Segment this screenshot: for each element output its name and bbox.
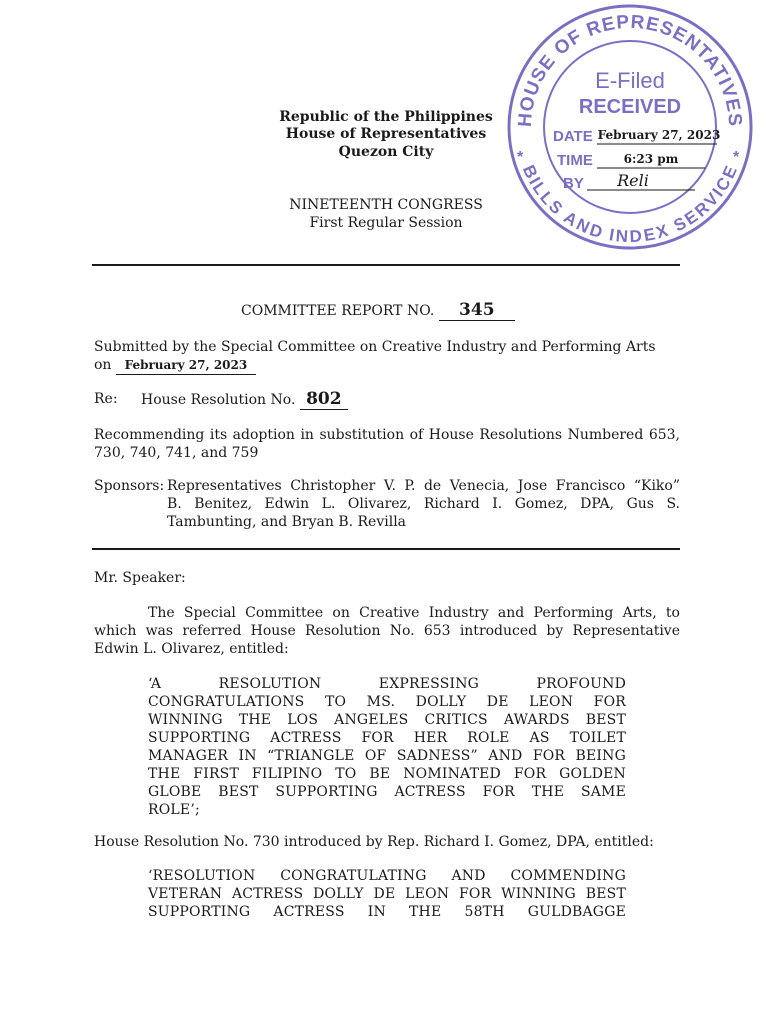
sponsors-line-1: Representatives Christopher V. P. de Venecia, Jose Francisco “Kiko” — [167, 478, 680, 494]
quote1-line: ROLE’; — [148, 802, 200, 818]
house-resolution-number: 802 — [300, 390, 348, 410]
submitted-date: February 27, 2023 — [116, 356, 256, 375]
top-divider — [92, 264, 680, 266]
quote1-line: MANAGER IN “TRIANGLE OF SADNESS” AND FOR BEING — [148, 748, 626, 764]
committee-report-number: 345 — [439, 301, 515, 321]
stamp-graphic — [505, 2, 755, 252]
salutation: Mr. Speaker: — [94, 570, 186, 586]
quote2-line: ‘RESOLUTION CONGRATULATING AND COMMENDING — [148, 868, 626, 884]
re-text: House Resolution No. — [141, 392, 296, 408]
re-line — [141, 390, 441, 410]
stamp-time-value: 6:23 pm — [623, 152, 679, 166]
stamp-star-left: * — [517, 149, 524, 166]
recommending-text: Recommending its adoption in substitution of House Resolutions Numbered 653, 730, 740, 741, and 759 — [94, 427, 680, 461]
received-stamp — [505, 2, 755, 252]
quote1-line: WINNING THE LOS ANGELES CRITICS AWARDS BEST — [148, 712, 626, 728]
header-republic: Republic of the Philippines — [279, 109, 493, 125]
submitted-on-line — [94, 356, 394, 375]
committee-report-label: COMMITTEE REPORT NO. — [241, 303, 435, 319]
committee-report-line — [241, 301, 541, 321]
stamp-date-value: February 27, 2023 — [597, 128, 721, 142]
sponsors-label: Sponsors: — [94, 478, 165, 494]
stamp-efiled: E-Filed — [595, 68, 665, 93]
bottom-divider — [92, 548, 680, 550]
stamp-time-label: TIME — [557, 152, 593, 169]
quote1-line: ‘A RESOLUTION EXPRESSING PROFOUND — [148, 676, 626, 692]
quote1-line: CONGRATULATIONS TO MS. DOLLY DE LEON FOR — [148, 694, 626, 710]
quote2-line: SUPPORTING ACTRESS IN THE 58TH GULDBAGGE — [148, 904, 626, 920]
stamp-signature: Reli — [617, 171, 649, 190]
submitted-by-text: Submitted by the Special Committee on Creative Industry and Performing Arts — [94, 339, 656, 355]
stamp-by-label: BY — [563, 175, 584, 192]
submitted-on-label: on — [94, 357, 112, 373]
quote2-line: VETERAN ACTRESS DOLLY DE LEON FOR WINNING BEST — [148, 886, 626, 902]
para2: House Resolution No. 730 introduced by Rep. Richard I. Gomez, DPA, entitled: — [94, 834, 654, 850]
stamp-date-label: DATE — [553, 128, 593, 145]
header-house: House of Representatives — [285, 126, 487, 142]
sponsors-line-2: B. Benitez, Edwin L. Olivarez, Richard I. Gomez, DPA, Gus S. — [167, 496, 680, 512]
header-session: First Regular Session — [309, 215, 463, 231]
stamp-ring-top: HOUSE OF REPRESENTATIVES — [514, 11, 746, 128]
quote-2 — [148, 867, 626, 921]
re-label: Re: — [94, 391, 118, 407]
quote1-line: SUPPORTING ACTRESS FOR HER ROLE AS TOILET — [148, 730, 626, 746]
para1-line-1: The Special Committee on Creative Industry and Performing Arts, to — [148, 605, 680, 621]
stamp-outer-ring — [509, 6, 751, 248]
para1-line-3: Edwin L. Olivarez, entitled: — [94, 641, 289, 657]
quote1-line: GLOBE BEST SUPPORTING ACTRESS FOR THE SAME — [148, 784, 626, 800]
stamp-ring-bottom: BILLS AND INDEX SERVICE — [518, 162, 742, 247]
stamp-received: RECEIVED — [578, 96, 682, 118]
para1-line-2: which was referred House Resolution No. 653 introduced by Representative — [94, 623, 680, 639]
quote1-line: THE FIRST FILIPINO TO BE NOMINATED FOR GOLDEN — [148, 766, 626, 782]
header-city: Quezon City — [338, 144, 434, 160]
stamp-star-right: * — [733, 149, 740, 166]
header-congress: NINETEENTH CONGRESS — [289, 197, 483, 213]
quote-1 — [148, 675, 626, 819]
sponsors-line-3: Tambunting, and Bryan B. Revilla — [167, 514, 407, 530]
